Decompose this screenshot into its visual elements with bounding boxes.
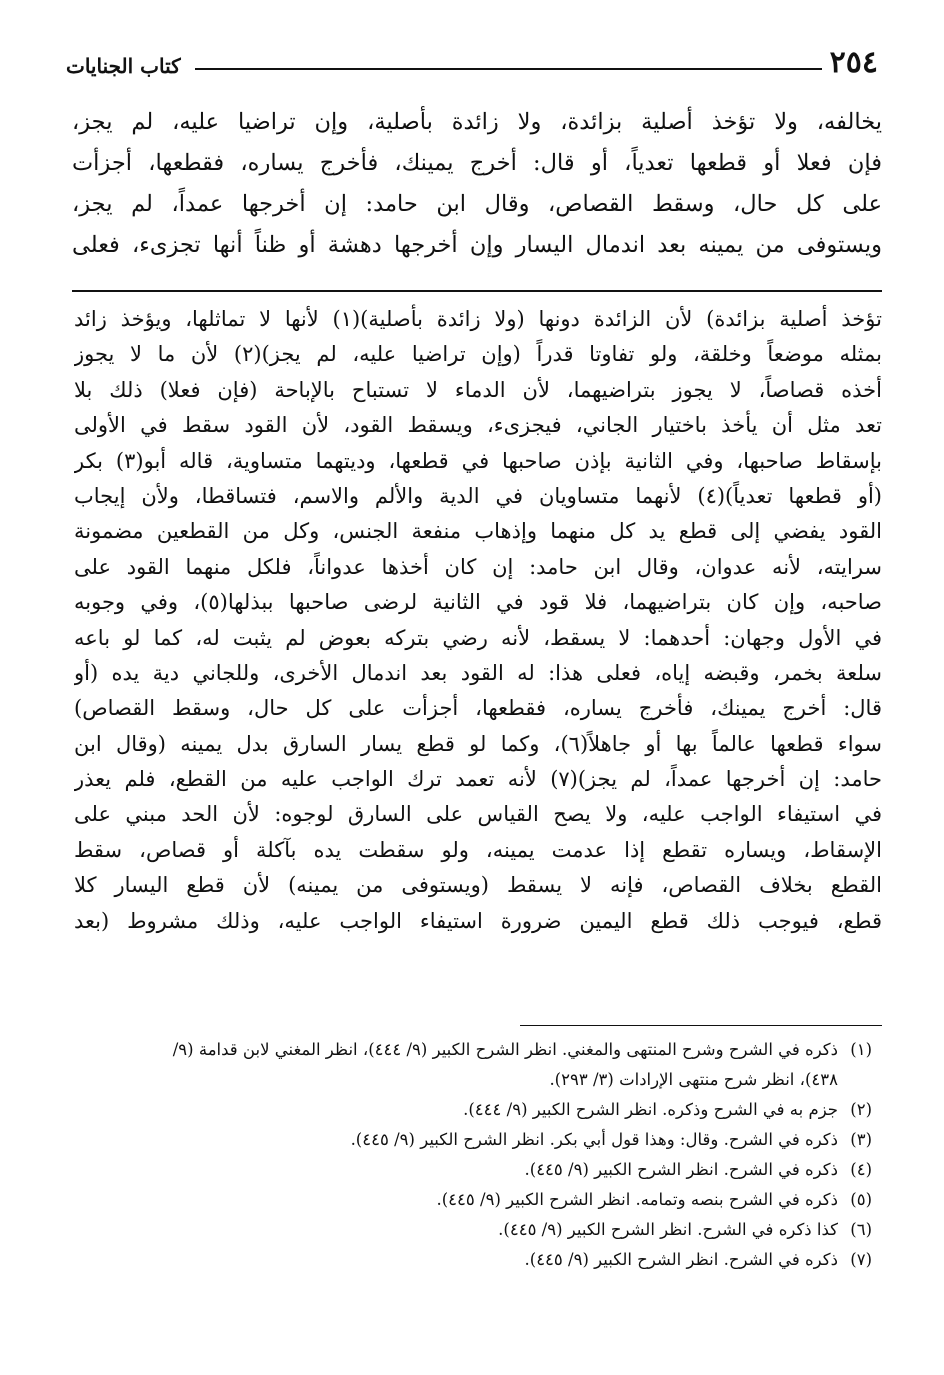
- footnote-text-continued: ٤٣٨)، انظر شرح منتهى الإرادات (٣/ ٢٩٣).: [549, 1070, 838, 1089]
- footnotes: [80, 1035, 872, 1275]
- matn-line: على كل حال، وسقط القصاص، وقال ابن حامد: إن أخرجها عمداً، لم يجز،: [72, 191, 882, 217]
- page-header: [66, 38, 878, 78]
- footnote-text: ذكره في الشرح بنصه وتمامه. انظر الشرح الكبير (٩/ ٤٤٥).: [436, 1190, 838, 1209]
- matn-line: فإن فعلا أو قطعها تعدياً، أو قال: أخرج يمينك، فأخرج يساره، فقطعها، أجزأت: [72, 150, 882, 176]
- sharh-line: بإسقاط صاحبها، وفي الثانية بإذن صاحبها في قطعها، وديتهما متساوية، قاله أبو(٣) بكر: [74, 448, 882, 473]
- section-divider: [72, 290, 882, 292]
- footnote: [80, 1035, 872, 1095]
- sharh-line: أخذه قصاصاً، لا يجوز بتراضيهما، لأن الدماء لا تستباح بالإباحة (فإن فعلا) ذلك بلا: [74, 377, 882, 402]
- footnote-text: جزم به في الشرح وذكره. انظر الشرح الكبير (٩/ ٤٤٤).: [463, 1100, 838, 1119]
- sharh-line: سلعة بخمر، وقبضه إياه، فعلى هذا: له القود بعد اندمال الأخرى، وللجاني دية يده (أو: [74, 660, 882, 685]
- sharh-line: قال: أخرج يمينك، فأخرج يساره، فقطعها، أجزأت على كل حال، وسقط القصاص): [74, 696, 882, 721]
- footnote: [80, 1125, 872, 1155]
- matn-line: يخالفه، ولا تؤخذ أصلية بزائدة، ولا زائدة بأصلية، وإن تراضيا عليه، لم يجز،: [72, 109, 882, 135]
- footnote-text: ذكره في الشرح. انظر الشرح الكبير (٩/ ٤٤٥).: [524, 1250, 838, 1269]
- footnote-divider: [520, 1025, 882, 1026]
- footnote: [80, 1215, 872, 1245]
- footnote-number: (٥): [850, 1190, 872, 1209]
- header-rule: [195, 68, 822, 70]
- sharh-line: في الأول وجهان: أحدهما: لا يسقط، لأنه رضي بتركه بعوض لم يثبت له، كما لو باعه: [74, 625, 882, 650]
- footnote: [80, 1155, 872, 1185]
- footnote-number: (٤): [850, 1160, 872, 1179]
- sharh-line: في استيفاء الواجب عليه، ولا يصح القياس على السارق لوجوه: لأن الحد مبني على: [74, 802, 882, 827]
- sharh-line: القود يفضي إلى قطع يد كل منهما وإذهاب منفعة الجنس، وكل من القطعين مضمونة: [74, 519, 882, 544]
- footnote-number: (٦): [850, 1220, 872, 1239]
- sharh-line: سرايته، لأنه عدوان، وقال ابن حامد: إن كان أخذها عدواناً، فلكل منهما القود على: [74, 554, 882, 579]
- sharh-line: القطع بخلاف القصاص، فإنه لا يسقط (ويستوفى من يمينه) لأن قطع اليسار كلا: [74, 873, 882, 898]
- footnote: [80, 1095, 872, 1125]
- footnote-text: ذكره في الشرح. انظر الشرح الكبير (٩/ ٤٤٥).: [524, 1160, 838, 1179]
- matn-line: ويستوفى من يمينه بعد اندمال اليسار وإن أخرجها دهشة أو ظناً أنها تجزىء، فعلى: [72, 232, 882, 258]
- sharh-text: [74, 302, 882, 939]
- footnote-text: كذا ذكره في الشرح. انظر الشرح الكبير (٩/ ٤٤٥).: [498, 1220, 838, 1239]
- sharh-line: تؤخذ أصلية بزائدة) لأن الزائدة دونها (ولا زائدة بأصلية)(١) لأنها لا تماثلها، ويؤخذ زائد: [74, 307, 882, 331]
- footnote: [80, 1185, 872, 1215]
- footnote-number: (١): [850, 1040, 872, 1059]
- footnote-number: (٧): [850, 1250, 872, 1269]
- running-title: كتاب الجنايات: [66, 54, 181, 78]
- sharh-line: الإسقاط، ويساره تقطع إذا عدمت يمينه، ولو سقطت يده بآكلة أو قصاص، سقط: [74, 837, 882, 862]
- sharh-line: حامد: إن أخرجها عمداً، لم يجز)(٧) لأنه تعمد ترك الواجب عليه من القطع، فلم يعذر: [74, 767, 882, 792]
- sharh-line: (أو قطعها تعدياً)(٤) لأنهما متساويان في الدية والألم والاسم، فتساقطا، ولأن إيجاب: [74, 483, 882, 508]
- footnote-number: (٢): [850, 1100, 872, 1119]
- sharh-line: قطع، فيوجب ذلك قطع اليمين ضرورة استيفاء الواجب عليه، وذلك مشروط (بعد: [74, 908, 882, 933]
- sharh-line: صاحبه، وإن كان بتراضيهما، فلا قود في الثانية لرضى صاحبها ببذلها(٥)، وفي وجوبه: [74, 590, 882, 615]
- footnote-number: (٣): [850, 1130, 872, 1149]
- page-number: ٢٥٤: [829, 45, 878, 80]
- sharh-line: بمثله موضعاً وخلقة، ولو تفاوتا قدراً (وإن تراضيا عليه، لم يجز)(٢) لأن ما لا يجوز: [74, 342, 882, 367]
- sharh-line: تعد مثل أن يأخذ باختيار الجاني، فيجزىء، ويسقط القود، لأن القود سقط في الأولى: [74, 413, 882, 438]
- footnote-text: ذكره في الشرح وشرح المنتهى والمغني. انظر الشرح الكبير (٩/ ٤٤٤)، انظر المغني لابن قدامة (٩/: [172, 1040, 838, 1059]
- matn-text: [72, 102, 882, 266]
- footnote-text: ذكره في الشرح. وقال: وهذا قول أبي بكر. انظر الشرح الكبير (٩/ ٤٤٥).: [350, 1130, 838, 1149]
- footnote: [80, 1245, 872, 1275]
- sharh-line: سواء قطعها عالماً بها أو جاهلاً(٦)، وكما لو قطع يسار السارق بدل يمينه (وقال ابن: [74, 731, 882, 756]
